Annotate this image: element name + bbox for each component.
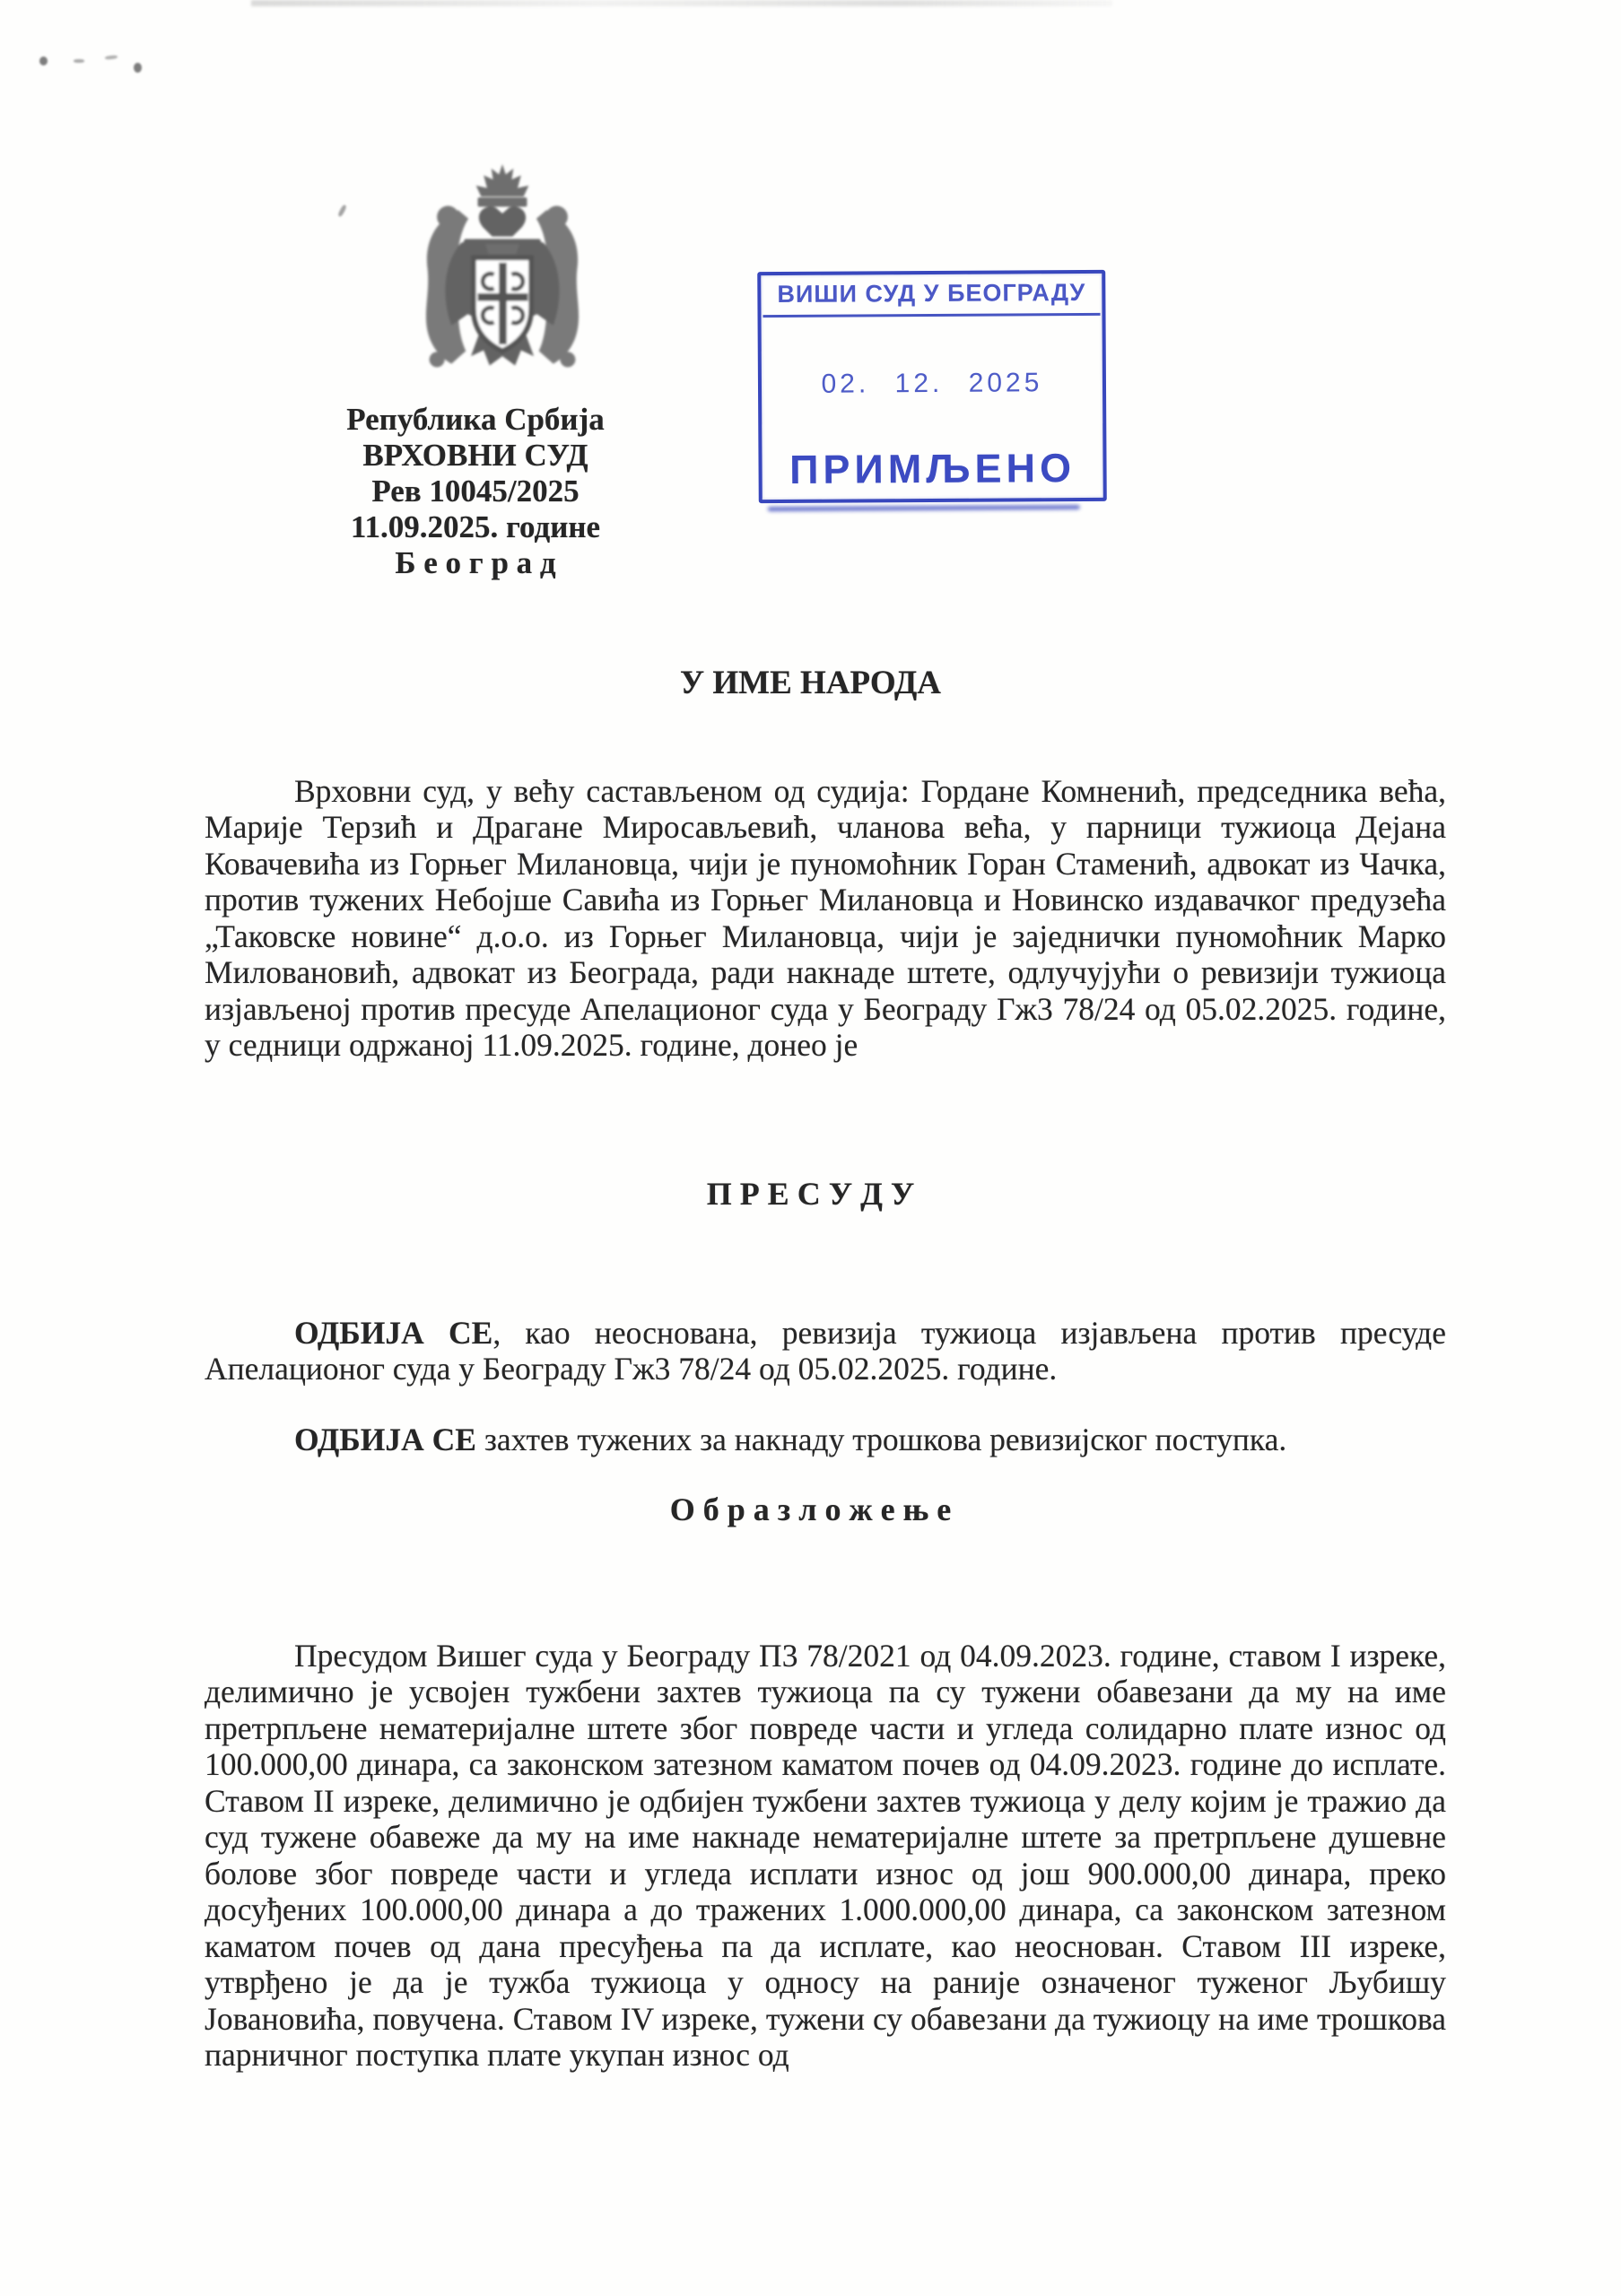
ruling-2-text: захтев тужених за накнаду трошкова ревизијског поступка. [475, 1421, 1287, 1457]
in-the-name-of-people-title: У ИМЕ НАРОДА [679, 665, 942, 701]
verdict-heading: П Р Е С У Д У [706, 1176, 915, 1212]
reasoning-paragraph: Пресудом Вишег суда у Београду П3 78/2021 од 04.09.2023. године, ставом I изреке, делимично је усвојен тужбени захтев тужиоца па су тужени обавезани да му на име претрпљене нематеријалне штете због повреде части и угледа солидарно плате износ од 100.000,00 динара, са законском затезном каматом почев од 04.09.2023. године до исплате. Ставом II изреке, делимично је одбијен тужбени захтев тужиоца у делу којим је тражио да суд тужене обавеже да му на име накнаде нематеријалне штете за претрпљене душевне болове због повреде части и угледа исплати износ од још 900.000,00 динара, преко досуђених 100.000,00 динара а до тражених 1.000.000,00 динара, са законском затезном каматом почев од дана пресуђења па да исплате, као неоснован. Ставом III изреке, утврђено је да је тужба тужиоца у односу на раније означеног туженог Љубишу Јовановића, повучена. Ставом IV изреке, тужени су обавезани да тужиоцу на име трошкова парничног поступка плате укупан износ од [205, 1637, 1446, 2073]
ruling-paragraph-1 [205, 1315, 1446, 1387]
ruling-2-lead: ОДБИЈА СЕ [294, 1421, 476, 1457]
court-name: ВРХОВНИ СУД [362, 438, 588, 473]
serbia-coat-of-arms [375, 158, 630, 398]
reasoning-heading: О б р а з л о ж е њ е [669, 1492, 952, 1527]
republic-name: Република Србија [346, 402, 605, 437]
received-stamp [757, 270, 1107, 503]
ruling-paragraph-2 [205, 1422, 1446, 1458]
scan-artifact-speck [134, 63, 142, 73]
scan-artifact-smudge [251, 0, 1112, 6]
ruling-1-lead: ОДБИЈА СЕ [294, 1314, 493, 1351]
stamp-date: 02. 12. 2025 [821, 368, 1043, 399]
stamp-court-name: ВИШИ СУД У БЕОГРАДУ [763, 279, 1100, 317]
court-city: Б е о г р а д [395, 545, 556, 580]
case-number: Рев 10045/2025 [371, 474, 580, 509]
scan-artifact-speck [337, 204, 347, 218]
scan-artifact-speck [39, 57, 48, 65]
ruling-1-text: , као неоснована, ревизија тужиоца изјављена против пресуде Апелационог суда у Београду Гж3 78/24 од 05.02.2025. године. [205, 1314, 1447, 1387]
scan-artifact-speck [74, 59, 84, 63]
court-identification-block [287, 402, 664, 581]
court-panel-intro-paragraph: Врховни суд, у већу састављеном од судија: Гордане Комненић, председника већа, Марије Терзић и Драгане Миросављевић, чланова већа, у парници тужиоца Дејана Ковачевића из Горњег Милановца, чији је пуномоћник Горан Стаменић, адвокат из Чачка, против тужених Небојше Савића из Горњег Милановца и Новинско издавачког предузећа „Таковске новине“ д.о.о. из Горњег Милановца, чији је заједнички пуномоћник Марко Миловановић, адвокат из Београда, ради накнаде штете, одлучујући о ревизији тужиоца изјављеној против пресуде Апелационог суда у Београду Гж3 78/24 од 05.02.2025. године, у седници одржаној 11.09.2025. године, донео је [205, 772, 1446, 1063]
stamp-received-label: ПРИМЉЕНО [789, 445, 1076, 492]
scan-artifact-speck [105, 55, 118, 59]
judgment-date: 11.09.2025. године [350, 509, 601, 544]
